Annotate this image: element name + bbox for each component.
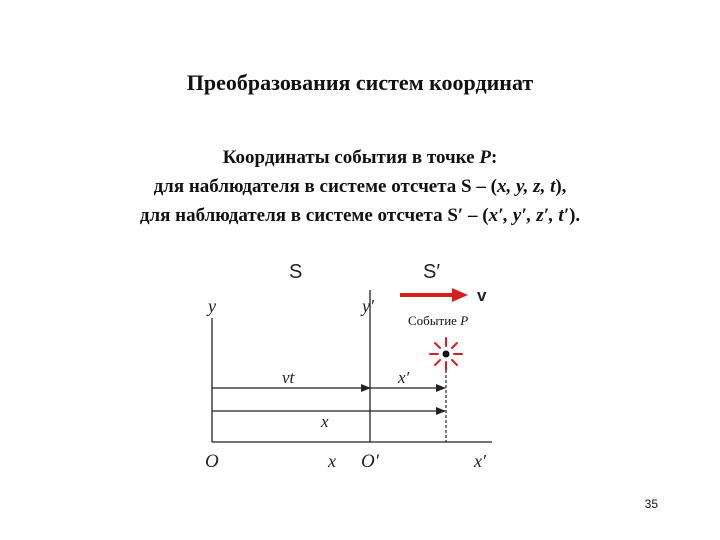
description-line-3: для наблюдателя в системе отсчета S′ – (x′, y′, z′, t′).: [139, 205, 581, 226]
event-point: [443, 351, 450, 358]
y-prime-axis-label: y′: [362, 296, 374, 316]
vt-label: vt: [282, 368, 295, 387]
event-label: Событие P: [408, 313, 469, 328]
frame-S-label: S: [289, 261, 303, 283]
x-prime-mid-label: x′: [398, 368, 410, 387]
velocity-arrow-head: [452, 288, 468, 302]
x-mid-label: x: [321, 412, 329, 431]
y-axis-label: y: [208, 296, 216, 316]
x-axis-label: x: [328, 451, 336, 471]
frame-S-prime-label: S′: [423, 261, 441, 283]
origin-O-label: O: [205, 451, 219, 472]
origin-O-prime-label: O′: [361, 451, 379, 472]
page-number: 35: [644, 497, 658, 511]
description-line-1: Координаты события в точке P:: [222, 147, 498, 168]
slide-title: Преобразования систем координат: [186, 70, 534, 95]
velocity-label: v: [477, 286, 487, 305]
description-line-2: для наблюдателя в системе отсчета S – (x, y, z, t),: [153, 176, 567, 197]
x-prime-axis-label: x′: [474, 451, 486, 471]
